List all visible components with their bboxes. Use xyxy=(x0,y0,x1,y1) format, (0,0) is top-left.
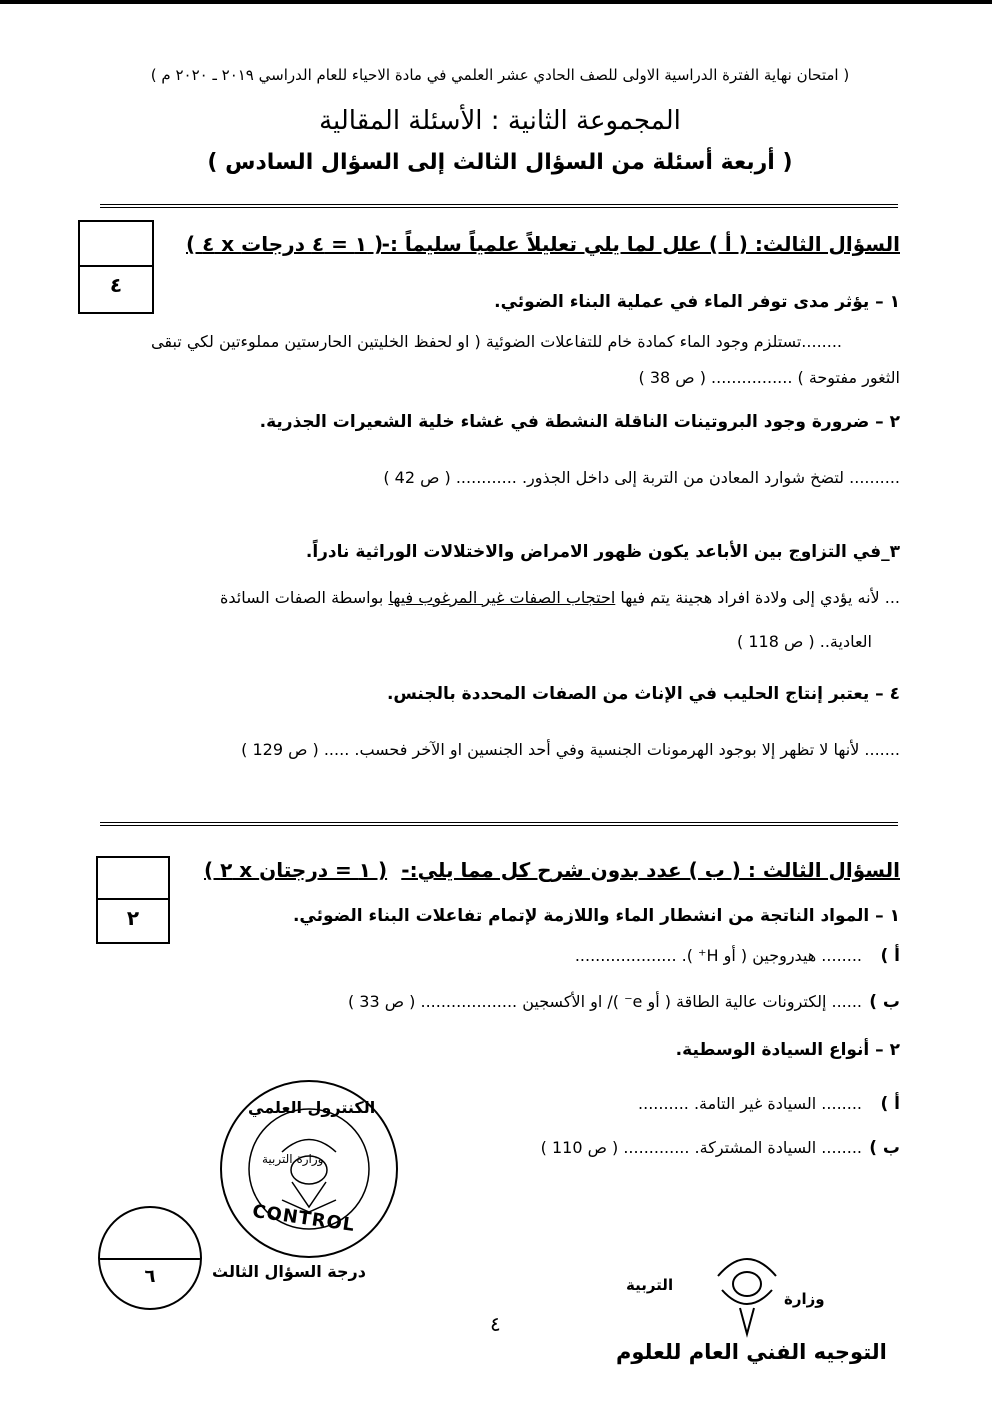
total-score-value: ٦ xyxy=(144,1266,156,1287)
ministry-word: وزارة xyxy=(784,1290,825,1308)
separator-top xyxy=(100,204,898,208)
section-b-title: السؤال الثالث : ( ب ) عدد بدون شرح كل مما يلي:- xyxy=(401,858,900,882)
section-b-marks: ( ٢ x ١ = درجتان ) xyxy=(204,858,388,882)
separator-middle xyxy=(100,822,898,826)
exam-title: ( امتحان نهاية الفترة الدراسية الاولى للصف الحادي عشر العلمي في مادة الاحياء للعام الدراسي ٢٠١٩ ـ ٢٠٢٠ م ) xyxy=(150,66,850,84)
answer-a2-line1: .......... لتضخ شوارد المعادن من التربة إلى داخل الجذور. ............ ( ص 42 ) xyxy=(383,468,900,487)
score-box-a xyxy=(78,220,154,314)
score-box-b-value: ٢ xyxy=(126,906,140,930)
answer-a3-underlined: احتجاب الصفات غير المرغوب فيها xyxy=(388,588,616,607)
question-b1-label-b: ب ) xyxy=(869,992,900,1012)
question-a1: ١ – يؤثر مدى توفر الماء في عملية البناء الضوئي. xyxy=(494,292,900,312)
score-box-b-empty xyxy=(98,858,168,900)
section-a-title: السؤال الثالث: ( أ ) علل لما يلي تعليلاً علمياً سليماً :- xyxy=(381,232,900,256)
answer-b1-b: ...... إلكترونات عالية الطاقة ( أو e⁻ )/ او الأكسجين ................... ( ص 33 ) xyxy=(347,992,862,1011)
group-subtitle: ( أربعة أسئلة من السؤال الثالث إلى السؤال السادس ) xyxy=(207,150,793,175)
score-box-b xyxy=(96,856,170,944)
answer-a1-line1: ........تستلزم وجود الماء كمادة خام للتفاعلات الضوئية ( او لحفظ الخليتين الحارستين مملوءتين لكي تبقى xyxy=(151,332,842,351)
question-b1-label-a: أ ) xyxy=(880,946,900,966)
answer-a3-line2: العادية.. ( ص 118 ) xyxy=(737,632,872,651)
total-score-label: درجة السؤال الثالث xyxy=(212,1262,366,1281)
question-b2: ٢ – أنواع السيادة الوسطية. xyxy=(675,1040,900,1060)
total-score-circle xyxy=(98,1206,202,1310)
answer-a4-line1: ....... لأنها لا تظهر إلا بوجود الهرمونات الجنسية وفي أحد الجنسين او الآخر فحسب. ..... ( ص 129 ) xyxy=(241,740,900,759)
group-title: المجموعة الثانية : الأسئلة المقالية xyxy=(319,106,681,136)
department-name: التوجيه الفني العام للعلوم xyxy=(616,1340,887,1364)
question-a2: ٢ – ضرورة وجود البروتينات الناقلة النشطة في غشاء خلية الشعيرات الجذرية. xyxy=(259,412,900,432)
score-box-a-empty xyxy=(80,222,152,267)
seal-arc-text: الكنترول العلمي xyxy=(248,1098,376,1117)
top-border-line xyxy=(0,0,992,4)
seal-inner-text: وزارة التربية xyxy=(262,1152,324,1166)
answer-b2-a: ........ السيادة غير التامة. .......... xyxy=(638,1094,862,1113)
ministry-emblem-icon xyxy=(712,1248,782,1340)
question-a3: ٣_في التزاوج بين الأباعد يكون ظهور الامراض والاختلالات الوراثية نادراً. xyxy=(305,542,900,562)
answer-b2-b: ........ السيادة المشتركة. ............. ( ص 110 ) xyxy=(540,1138,862,1157)
seal-control-word: CONTROL xyxy=(251,1200,357,1237)
education-word: التربية xyxy=(626,1276,674,1294)
question-a4: ٤ – يعتبر إنتاج الحليب في الإناث من الصفات المحددة بالجنس. xyxy=(386,684,900,704)
question-b2-label-b: ب ) xyxy=(869,1138,900,1158)
question-b1: ١ – المواد الناتجة من انشطار الماء واللازمة لإتمام تفاعلات البناء الضوئي. xyxy=(292,906,900,926)
score-box-a-value: ٤ xyxy=(109,273,123,297)
answer-a3-line1 xyxy=(220,588,900,607)
answer-a1-line2: الثغور مفتوحة ) ................ ( ص 38 ) xyxy=(638,368,900,387)
total-score-divider xyxy=(100,1258,200,1260)
question-b2-label-a: أ ) xyxy=(880,1094,900,1114)
answer-a3-suffix: بواسطة الصفات السائدة xyxy=(219,588,389,607)
section-a-marks: ( ٤ x ١ = ٤ درجات ) xyxy=(186,232,384,256)
answer-b1-a: ........ هيدروجين ( أو H⁺ ). .................... xyxy=(574,946,862,965)
answer-a3-prefix: ... لأنه يؤدي إلى ولادة افراد هجينة يتم فيها xyxy=(615,588,900,607)
page-number: ٤ xyxy=(490,1312,501,1336)
